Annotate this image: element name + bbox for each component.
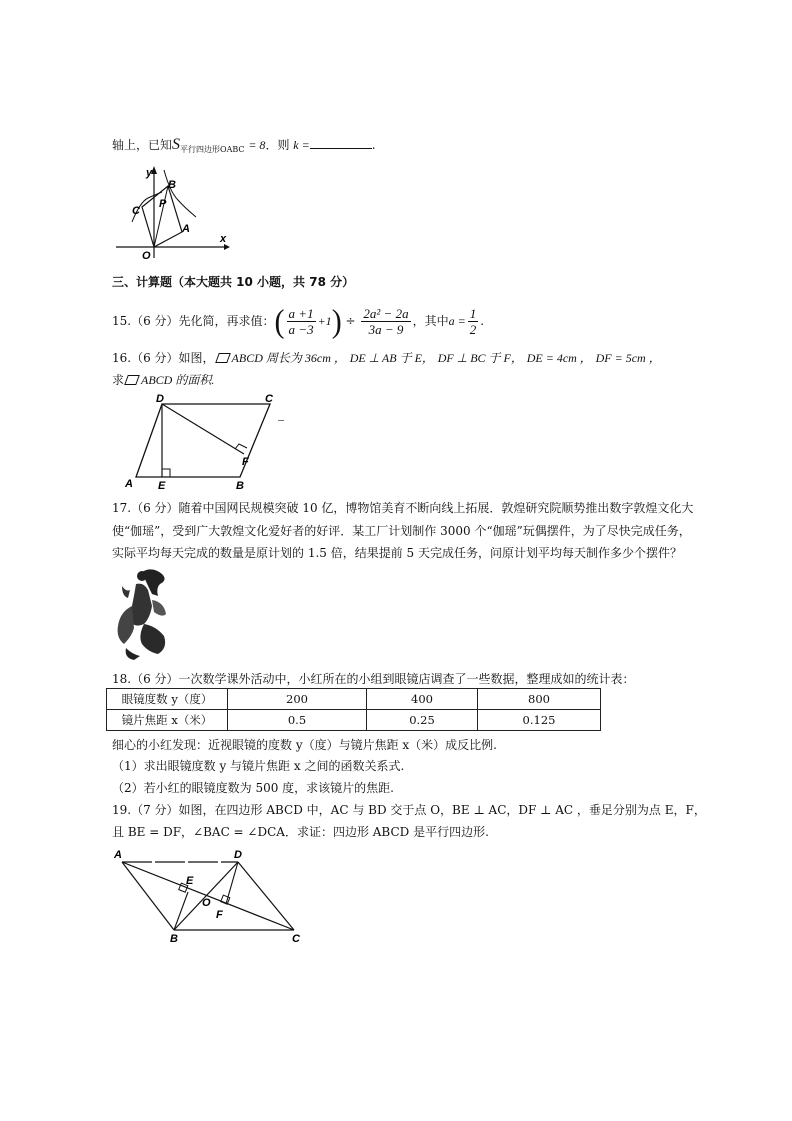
- label-a: A: [182, 223, 190, 235]
- segment-be: [174, 892, 188, 930]
- right-angle-e: [162, 469, 170, 477]
- table-cell: 0.25: [367, 710, 478, 731]
- frac2-numerator: 2a² − 2a: [363, 306, 409, 321]
- q17-line-2: 使“伽瑶”，受到广大敦煌文化爱好者的好评．某工厂计划制作 3000 个“伽瑶”玩偶摆件，为了尽快完成任务，: [112, 524, 691, 538]
- q15-fraction-1: [287, 306, 316, 337]
- q14-text-line: [112, 137, 376, 158]
- q14-figure: [112, 162, 232, 262]
- q19-line-2: 且 BE = DF，∠BAC = ∠DCA．求证：四边形 ABCD 是平行四边形.: [112, 825, 489, 839]
- q16-df-perp: DF ⊥ BC 于 F，: [437, 351, 523, 365]
- row-header-degree: 眼镜度数 y（度）: [107, 689, 228, 710]
- label-c: C: [265, 393, 273, 405]
- label-f: F: [242, 456, 249, 468]
- label-d: D: [234, 849, 242, 861]
- table-cell: 0.125: [478, 710, 601, 731]
- label-e: E: [186, 875, 194, 887]
- side-dc: [238, 862, 294, 930]
- right-paren: ): [331, 302, 342, 340]
- curve-right: [164, 170, 196, 217]
- label-f: F: [216, 909, 223, 921]
- q14-end: .: [371, 138, 376, 152]
- table-cell: 800: [478, 689, 601, 710]
- area-subscript: 平行四边形OABC: [180, 145, 245, 154]
- q17-line-1: 17.（6 分）随着中国网民规模突破 10 亿，博物馆美育不断向线上拓展．敦煌研究院顺势推出数字敦煌文化大: [112, 501, 694, 515]
- q15-prefix: 15.（6 分）先化简，再求值：: [112, 314, 275, 328]
- q16-line-1: [112, 350, 661, 366]
- q16-line-2: [112, 372, 214, 388]
- label-d: D: [156, 393, 164, 405]
- label-c: C: [132, 205, 140, 217]
- parallelogram-abcd: [136, 404, 270, 477]
- label-a: A: [125, 478, 133, 490]
- table-cell: 400: [367, 689, 478, 710]
- q15-fraction-2: [361, 306, 410, 337]
- q15-end: .: [480, 314, 485, 328]
- label-b: B: [170, 933, 178, 944]
- q18-intro: 18.（6 分）一次数学课外活动中，小红所在的小组到眼镜店调查了一些数据，整理成如的统计表：: [112, 672, 635, 686]
- label-b: B: [236, 480, 244, 492]
- area-symbol: S: [172, 136, 181, 153]
- q15-half: [468, 306, 479, 337]
- divide-sign: ÷: [345, 314, 356, 328]
- label-x: x: [220, 233, 227, 245]
- table-row: [107, 689, 601, 710]
- section-heading: 三、计算题（本大题共 10 小题，共 78 分）: [112, 275, 355, 289]
- a-equals: a =: [448, 314, 466, 328]
- segment-df: [162, 404, 244, 454]
- q16-de-length: DE = 4cm ，: [526, 351, 592, 365]
- right-angle-f: [235, 444, 247, 449]
- table-cell: 200: [228, 689, 367, 710]
- plus-one: +1: [317, 314, 332, 328]
- label-o: O: [202, 897, 211, 909]
- q16-prefix: 16.（6 分）如图，: [112, 351, 215, 365]
- label-o: O: [142, 250, 151, 262]
- half-numerator: 1: [469, 306, 477, 321]
- q19-figure: [110, 844, 310, 944]
- q14-then: ．则: [265, 138, 290, 152]
- q16-ask: 求: [112, 373, 125, 387]
- q19-line-1: 19.（7 分）如图，在四边形 ABCD 中，AC 与 BD 交于点 O，BE ⊥ AC，DF ⊥ AC ，垂足分别为点 E，F，: [112, 803, 706, 817]
- q16-de-perp: DE ⊥ AB 于 E，: [349, 351, 434, 365]
- label-b: B: [168, 179, 176, 191]
- table-cell: 0.5: [228, 710, 367, 731]
- q16-perimeter: ABCD 周长为 36cm ，: [231, 351, 346, 365]
- label-a: A: [114, 849, 122, 861]
- table-row: [107, 710, 601, 731]
- row-header-focal: 镜片焦距 x（米）: [107, 710, 228, 731]
- q18-sub2: （2）若小红的眼镜度数为 500 度，求该镜片的焦距.: [112, 781, 394, 795]
- q18-note: 细心的小红发现：近视眼镜的度数 y（度）与镜片焦距 x（米）成反比例.: [112, 738, 497, 752]
- parallelogram-oabc: [142, 186, 182, 247]
- frac1-numerator: a +1: [288, 306, 314, 321]
- q14-prefix: 轴上，已知: [112, 138, 173, 152]
- parallelogram-icon: [124, 375, 140, 385]
- left-paren: (: [274, 302, 285, 340]
- label-c: C: [292, 933, 300, 944]
- answer-blank: [310, 137, 372, 149]
- doll-figure-image: [112, 566, 174, 662]
- q17-line-3: 实际平均每天完成的数量是原计划的 1.5 倍，结果提前 5 天完成任务，问原计划平均每天制作多少个摆件？: [112, 546, 682, 560]
- parallelogram-icon: [215, 353, 231, 363]
- label-p: P: [159, 198, 167, 210]
- frac1-denominator: a −3: [288, 322, 314, 337]
- label-e: E: [158, 480, 166, 492]
- frac2-denominator: 3a − 9: [368, 322, 404, 337]
- label-y: y: [146, 167, 153, 179]
- q15: [112, 303, 484, 340]
- k-label: k =: [293, 138, 310, 152]
- q16-figure: [122, 392, 292, 492]
- q16-ask-area: ABCD 的面积.: [141, 373, 215, 387]
- q18-table: [106, 688, 601, 731]
- q15-where: ，其中: [412, 314, 449, 328]
- half-denominator: 2: [469, 322, 477, 337]
- area-value: = 8: [248, 138, 266, 152]
- q18-sub1: （1）求出眼镜度数 y 与镜片焦距 x 之间的函数关系式.: [112, 759, 405, 773]
- stray-mark: [278, 420, 284, 421]
- q16-df-length: DF = 5cm ，: [595, 351, 661, 365]
